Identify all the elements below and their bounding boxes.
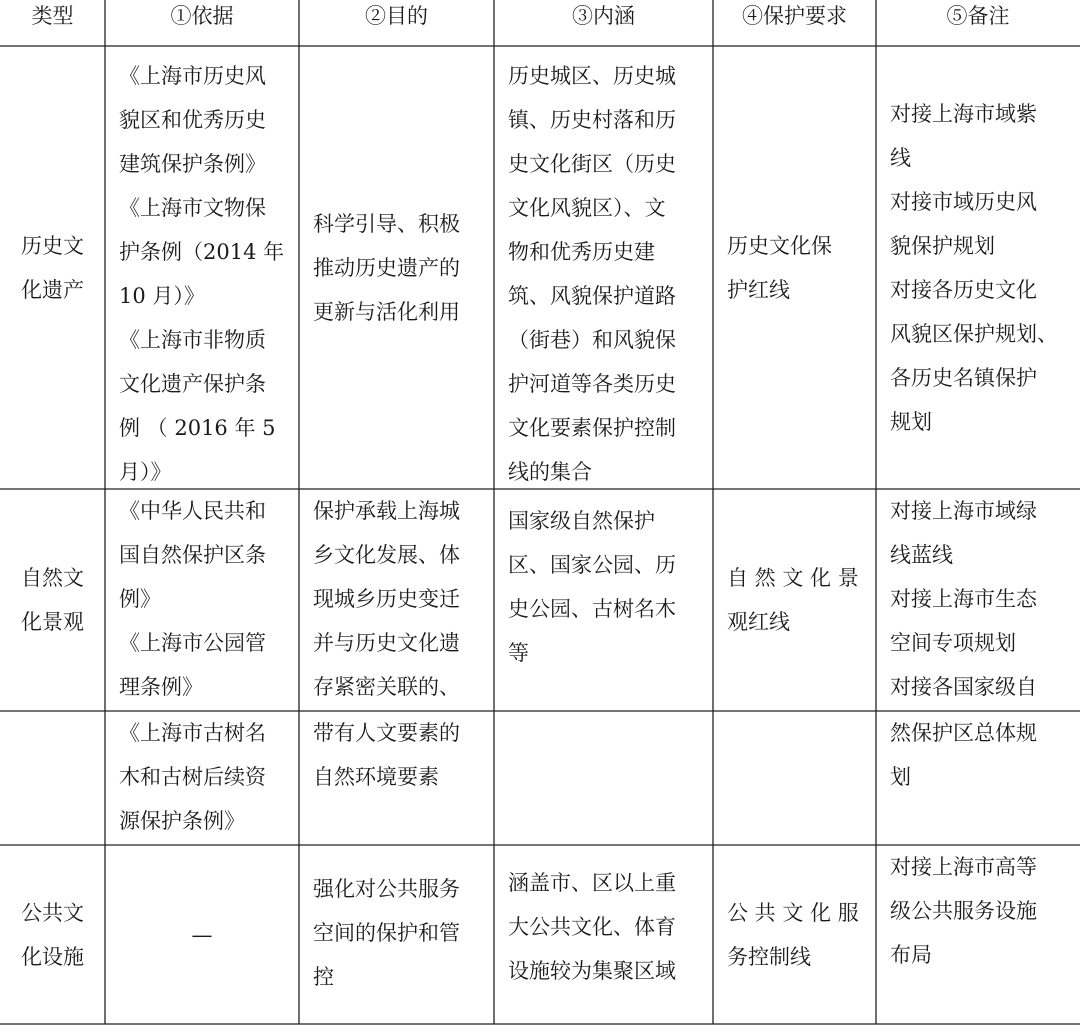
cell-text-line: 并与历史文化遗 xyxy=(313,631,460,655)
cell-text-line: 物和优秀历史建 xyxy=(508,240,655,264)
cell-text-line: 线 xyxy=(890,145,911,170)
row-2-notes-cell xyxy=(876,489,1080,711)
cell-text-line: 对接上海市域紫 xyxy=(890,101,1037,126)
row-3-purpose-cell xyxy=(299,711,494,845)
header-notes xyxy=(876,0,1080,40)
cell-text-line: 《上海市古树名 xyxy=(119,721,266,745)
cell-text-line: 存紧密关联的、 xyxy=(313,675,460,699)
cell-text-line: 化景观 xyxy=(21,610,84,634)
cell-text-line: 大公共文化、体育 xyxy=(508,915,676,939)
row-3-notes-cell xyxy=(876,711,1080,845)
row-3-basis-cell xyxy=(105,711,299,845)
cell-text-line: 观红线 xyxy=(727,610,790,634)
cell-text-line: 对接各国家级自 xyxy=(890,675,1037,699)
cell-text-line: 史公园、古树名木 xyxy=(508,597,676,621)
cell-text-line: 自然文 xyxy=(21,566,84,590)
cell-text-line: 护河道等各类历史 xyxy=(508,372,676,396)
row-1-purpose-cell xyxy=(299,46,494,489)
cell-text-line: 对接各历史文化 xyxy=(890,277,1037,302)
header-content xyxy=(494,0,713,40)
row-1-basis-cell xyxy=(105,46,299,489)
cell-text-line: 貌区和优秀历史 xyxy=(119,108,266,132)
cell-text-line: 护条例（2014 年 xyxy=(119,240,285,264)
cell-text-line: 划 xyxy=(890,765,911,789)
cell-text-line: 线蓝线 xyxy=(890,543,953,567)
row-1-requirement-cell xyxy=(713,46,876,489)
header-label: ④保护要求 xyxy=(742,4,847,28)
row-4-requirement-cell xyxy=(713,845,876,1024)
cell-text-line: 级公共服务设施 xyxy=(890,899,1037,923)
row-1-content-cell xyxy=(494,46,713,489)
cell-text-line: 乡文化发展、体 xyxy=(313,543,460,567)
cell-text-line: 化设施 xyxy=(21,944,84,969)
cell-text-line: 推动历史遗产的 xyxy=(313,255,460,280)
header-requirement xyxy=(713,0,876,40)
cell-text-line: 区、国家公园、历 xyxy=(508,553,676,577)
cell-text-line: 例 （ 2016 年 5 xyxy=(119,416,276,440)
cell-text-line: 历史文化保 xyxy=(727,233,832,258)
cell-text-line: 《上海市非物质 xyxy=(119,328,266,352)
cell-text-line: 对接上海市高等 xyxy=(890,855,1037,879)
row-2-basis-cell xyxy=(105,489,299,711)
row-2-requirement-cell xyxy=(713,489,876,711)
cell-text-line: 10 月）》 xyxy=(119,284,205,308)
header-label: ②目的 xyxy=(365,4,428,28)
cell-text-line: 自然环境要素 xyxy=(313,765,439,789)
cell-text-line: 历史文 xyxy=(21,233,84,258)
cell-text-line: 现城乡历史变迁 xyxy=(313,587,460,611)
cell-text-line: 《上海市公园管 xyxy=(119,631,266,655)
header-type xyxy=(0,0,105,40)
cell-text-line: 布局 xyxy=(890,943,932,967)
cell-text-line: 强化对公共服务 xyxy=(313,877,460,901)
header-label: ⑤备注 xyxy=(946,4,1010,28)
row-4-type-cell xyxy=(0,845,105,1024)
row-2-type-cell xyxy=(0,489,105,711)
cell-text-line: 国自然保护区条 xyxy=(119,543,266,567)
cell-text-line: 源保护条例》 xyxy=(119,809,245,833)
cell-text-line: 更新与活化利用 xyxy=(313,299,460,324)
cell-text-line: 《上海市文物保 xyxy=(119,196,266,220)
cell-text-line: 木和古树后续资 xyxy=(119,765,266,789)
cell-text-line: 公 共 文 化 服 xyxy=(727,900,859,925)
cell-text-line: 涵盖市、区以上重 xyxy=(508,871,676,895)
row-4-notes-cell xyxy=(876,845,1080,1024)
cell-text-line: 对接上海市域绿 xyxy=(890,499,1037,523)
cell-text-line: 对接市域历史风 xyxy=(890,189,1037,214)
row-3-content-cell xyxy=(494,711,713,845)
cell-text-line: 公共文 xyxy=(21,900,84,925)
cell-text-line: 然保护区总体规 xyxy=(890,721,1037,745)
cell-text-line: 筑、风貌保护道路 xyxy=(508,284,676,308)
cell-text-line: 空间专项规划 xyxy=(890,631,1016,655)
cell-text-line: 貌保护规划 xyxy=(890,233,995,258)
cell-text-line: — xyxy=(191,922,213,947)
cell-text-line: 等 xyxy=(508,641,529,665)
cell-text-line: 风貌区保护规划、 xyxy=(890,321,1058,346)
header-label: ①依据 xyxy=(170,4,234,28)
row-2-purpose-cell xyxy=(299,489,494,711)
cell-text-line: 对接上海市生态 xyxy=(890,587,1037,611)
header-purpose xyxy=(299,0,494,40)
cell-text-line: 化遗产 xyxy=(21,277,84,302)
cell-text-line: 文化要素保护控制 xyxy=(508,416,676,440)
row-1-notes-cell xyxy=(876,46,1080,489)
cell-text-line: 文化遗产保护条 xyxy=(119,372,266,396)
header-label: ③内涵 xyxy=(572,4,635,28)
cell-text-line: 务控制线 xyxy=(727,944,811,969)
cell-text-line: 各历史名镇保护 xyxy=(890,365,1037,390)
header-basis xyxy=(105,0,299,40)
cell-text-line: 《中华人民共和 xyxy=(119,499,266,523)
row-2-content-cell xyxy=(494,489,713,711)
row-4-basis-cell xyxy=(105,845,299,1024)
row-4-content-cell xyxy=(494,845,713,1024)
cell-text-line: 空间的保护和管 xyxy=(313,921,460,945)
cell-text-line: 《上海市历史风 xyxy=(119,64,266,88)
cell-text-line: 线的集合 xyxy=(508,460,592,484)
cell-text-line: 科学引导、积极 xyxy=(313,211,460,236)
cell-text-line: 历史城区、历史城 xyxy=(508,64,676,88)
cell-text-line: 保护承载上海城 xyxy=(313,499,460,523)
row-1-type-cell xyxy=(0,46,105,489)
row-4-purpose-cell xyxy=(299,845,494,1024)
cell-text-line: 建筑保护条例》 xyxy=(119,152,266,176)
cell-text-line: 带有人文要素的 xyxy=(313,721,460,745)
cell-text-line: 规划 xyxy=(890,409,932,434)
cell-text-line: 史文化街区（历史 xyxy=(508,152,676,176)
cell-text-line: 月）》 xyxy=(119,460,172,484)
header-label: 类型 xyxy=(31,4,74,28)
cell-text-line: 例》 xyxy=(119,587,161,611)
cell-text-line: 设施较为集聚区域 xyxy=(508,959,676,983)
row-3-requirement-cell xyxy=(713,711,876,845)
cell-text-line: 控 xyxy=(313,965,334,989)
cell-text-line: 理条例》 xyxy=(119,675,203,699)
cell-text-line: （街巷）和风貌保 xyxy=(508,328,676,352)
cell-text-line: 护红线 xyxy=(727,277,790,302)
row-3-type-cell xyxy=(0,711,105,845)
cell-text-line: 自 然 文 化 景 xyxy=(727,566,859,590)
cell-text-line: 镇、历史村落和历 xyxy=(508,108,676,132)
cell-text-line: 国家级自然保护 xyxy=(508,509,655,533)
cell-text-line: 文化风貌区）、文 xyxy=(508,196,666,220)
